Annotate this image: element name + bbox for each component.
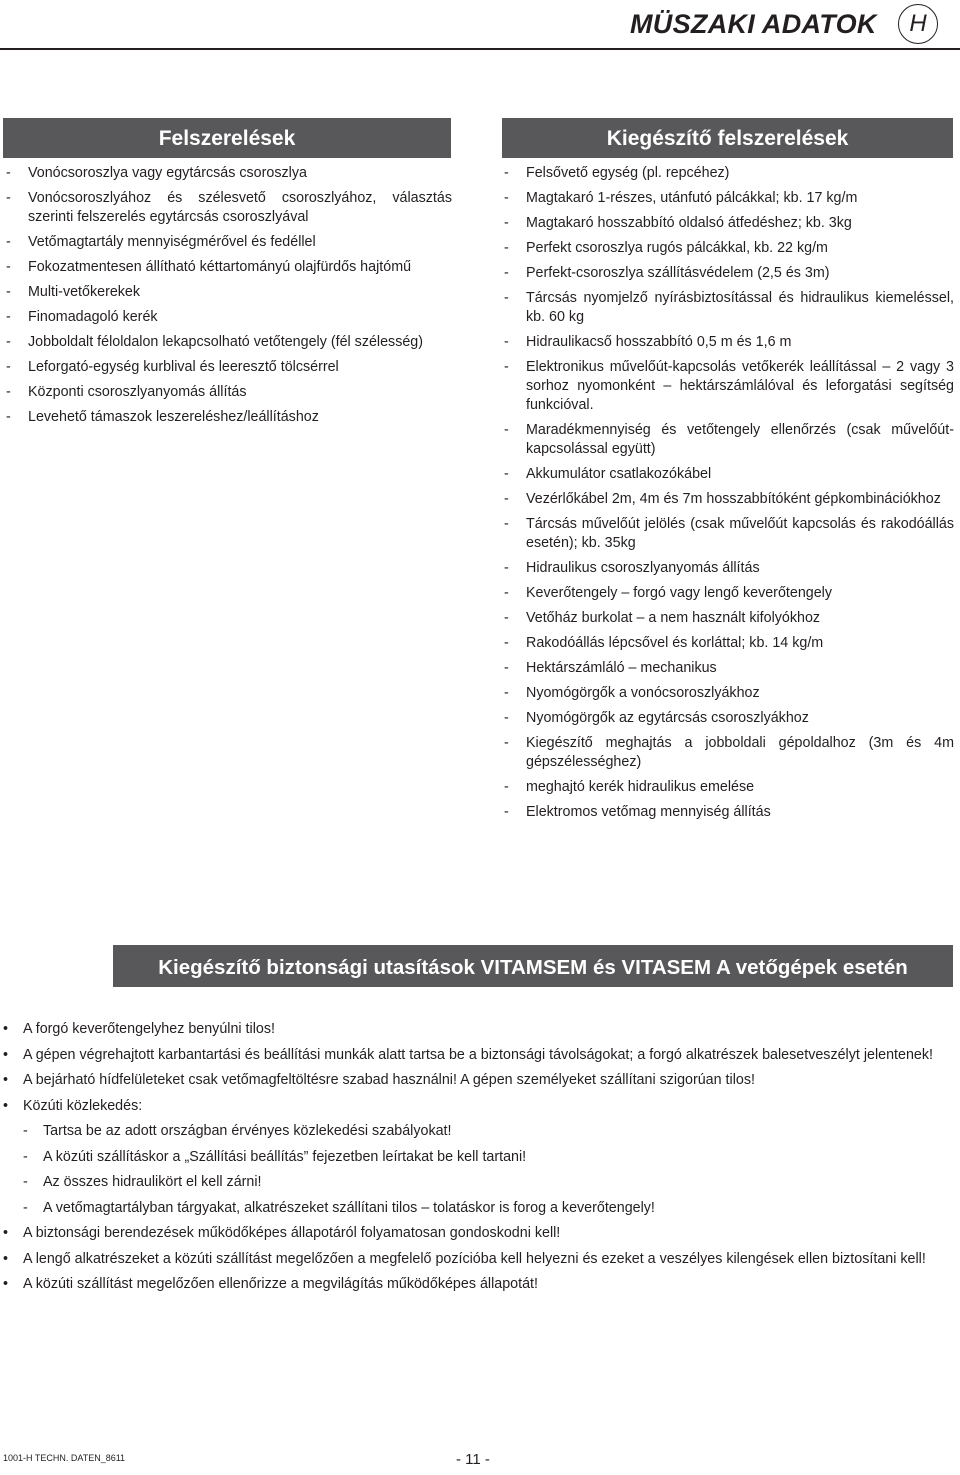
safety-list — [3, 1020, 953, 1301]
bullet-item: • A közúti szállítást megelőzően ellenőrizze a megvilágítás működőképes állapotát! — [3, 1276, 538, 1292]
list-item: - Tárcsás művelőút jelölés (csak művelőút kapcsolás és rakodóállás esetén); kb. 35kg — [504, 515, 954, 551]
document-code: 1001-H TECHN. DATEN_8611 — [3, 1453, 126, 1463]
list-item: - Rakodóállás lépcsővel és korláttal; kb. 14 kg/m — [504, 634, 824, 651]
list-item: - Multi-vetőkerekek — [6, 283, 141, 300]
list-item: - Finomadagoló kerék — [6, 308, 158, 325]
road-traffic-list — [23, 1122, 953, 1217]
equipment-list — [6, 164, 452, 433]
list-item: - Az összes hidraulikört el kell zárni! — [23, 1174, 262, 1190]
list-item: - Hidraulikus csoroszlyanyomás állítás — [504, 559, 760, 576]
list-item: - Kiegészítő meghajtás a jobboldali gépoldalhoz (3m és 4m gépszélességhez) — [504, 735, 954, 770]
list-item: - Keverőtengely – forgó vagy lengő keverőtengely — [504, 584, 832, 601]
list-item: - Elektronikus művelőút-kapcsolás vetőkerék leállítással – 2 vagy 3 sorhoz nyomonként – hektárszámlálóval és leforgatási segítség funkcióval. — [504, 359, 954, 413]
list-item: - Levehető támaszok leszereléshez/leállításhoz — [6, 408, 319, 425]
list-item: - Központi csoroszlyanyomás állítás — [6, 383, 247, 400]
list-item: - Perfekt csoroszlya rugós pálcákkal, kb. 22 kg/m — [504, 240, 828, 257]
bullet-item: • A forgó keverőtengelyhez benyúlni tilos! — [3, 1021, 275, 1037]
list-item: - Perfekt-csoroszlya szállításvédelem (2,5 és 3m) — [504, 265, 830, 282]
list-item: - Vonócsoroszlyához és szélesvető csoroszlyához, választás szerinti felszerelés egytárcsás csoroszlyával — [6, 190, 452, 225]
header-divider — [0, 48, 960, 50]
list-item: - Magtakaró hosszabbító oldalsó átfedéshez; kb. 3kg — [504, 215, 852, 232]
list-item: - Magtakaró 1-részes, utánfutó pálcákkal; kb. 17 kg/m — [504, 190, 858, 207]
equipment-section-title: Felszerelések — [3, 118, 451, 158]
bullet-item: • A gépen végrehajtott karbantartási és beállítási munkák alatt tartsa be a biztonsági távolságokat; a forgó alkatrészek balesetveszélyt jelentenek! — [3, 1046, 933, 1063]
language-badge: H — [898, 4, 938, 44]
list-item: - Hidraulikacső hosszabbító 0,5 m és 1,6 m — [504, 334, 792, 351]
list-item: - Maradékmennyiség és vetőtengely ellenőrzés (csak művelőút-kapcsolással együtt) — [504, 421, 954, 457]
list-item: - Fokozatmentesen állítható kéttartományú olajfürdős hajtómű — [6, 258, 412, 275]
accessories-section-title: Kiegészítő felszerelések — [502, 118, 953, 158]
list-item: - Tárcsás nyomjelző nyírásbiztosítással és hidraulikus kiemeléssel, kb. 60 kg — [504, 290, 954, 326]
list-item: - Jobboldalt féloldalon lekapcsolható vetőtengely (fél szélesség) — [6, 333, 424, 350]
list-item: - A közúti szállításkor a „Szállítási beállítás” fejezetben leírtakat be kell tartani! — [23, 1148, 527, 1165]
page-header-title: MÜSZAKI ADATOK — [630, 9, 877, 39]
list-item: - Felsővető egység (pl. repcéhez) — [504, 165, 730, 181]
safety-section-title: Kiegészítő biztonsági utasítások VITAMSEM és VITASEM A vetőgépek esetén — [113, 945, 953, 987]
list-item: - Akkumulátor csatlakozókábel — [504, 465, 712, 482]
list-item: - Elektromos vetőmag mennyiség állítás — [504, 804, 771, 821]
bullet-item: • Közúti közlekedés: - Tartsa be az adott országban érvényes közlekedési szabályokat! - A közúti szállításkor a „Szállítási beállítás” fejezetben leírtakat be kell tartani! - Az összes hidraulikört el kell zárni! - A vetőmagtartályban tárgyakat, alkatrészeket szállítani tilos – tolatáskor is forog a keverőtengely! — [3, 1097, 953, 1218]
list-item: - Vezérlőkábel 2m, 4m és 7m hosszabbítóként gépkombinációkhoz — [504, 490, 941, 507]
list-item: - Nyomógörgők az egytárcsás csoroszlyákhoz — [504, 710, 809, 727]
list-item: - meghajtó kerék hidraulikus emelése — [504, 779, 755, 796]
accessories-list — [504, 164, 954, 828]
bullet-item: • A lengő alkatrészeket a közúti szállítást megelőzően a megfelelő pozícióba kell helyezni és ezeket a veszélyes kilengések ellen biztosítani kell! — [3, 1250, 926, 1267]
list-item: - Vetőház burkolat – a nem használt kifolyókhoz — [504, 609, 821, 626]
list-item: - Leforgató-egység kurblival és leeresztő tölcsérrel — [6, 358, 339, 375]
list-item: - A vetőmagtartályban tárgyakat, alkatrészeket szállítani tilos – tolatáskor is forog a keverőtengely! — [23, 1199, 655, 1216]
bullet-item: • A bejárható hídfelületeket csak vetőmagfeltöltésre szabad használni! A gépen személyeket szállítani szigorúan tilos! — [3, 1072, 755, 1088]
list-item: - Vonócsoroszlya vagy egytárcsás csoroszlya — [6, 165, 307, 181]
list-item: - Nyomógörgők a vonócsoroszlyákhoz — [504, 685, 760, 702]
list-item: - Vetőmagtartály mennyiségmérővel és fedéllel — [6, 233, 316, 250]
page-number: - 11 - — [456, 1451, 490, 1468]
bullet-item: • A biztonsági berendezések működőképes állapotáról folyamatosan gondoskodni kell! — [3, 1225, 561, 1241]
list-item: - Tartsa be az adott országban érvényes közlekedési szabályokat! — [23, 1123, 452, 1139]
list-item: - Hektárszámláló – mechanikus — [504, 660, 717, 677]
